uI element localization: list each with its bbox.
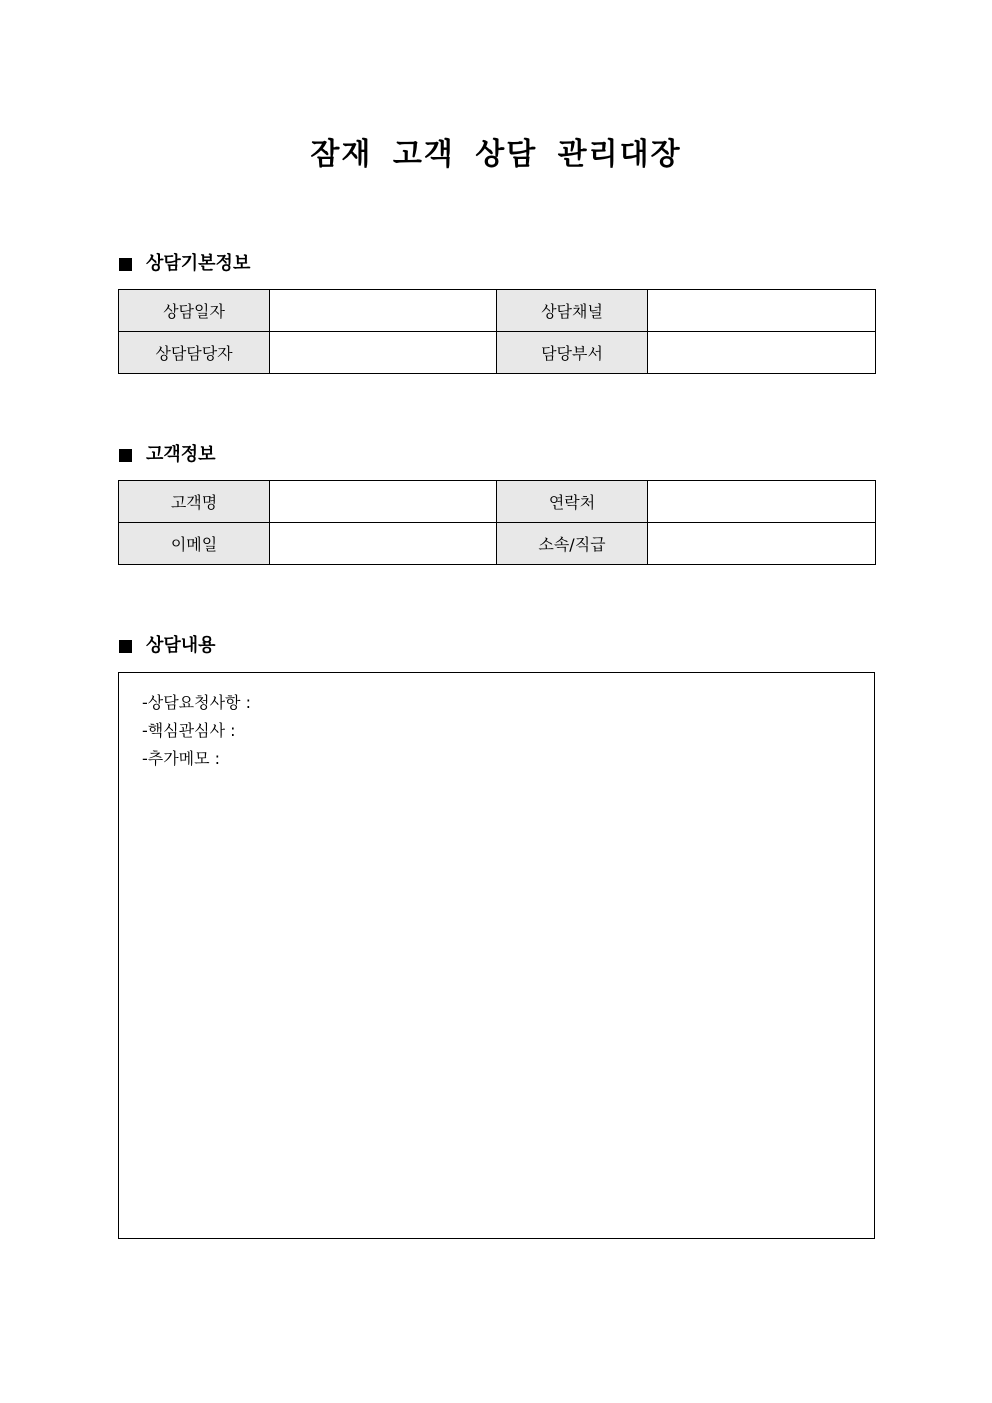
square-bullet-icon xyxy=(119,449,132,462)
label-cell-contact: 연락처 xyxy=(497,481,648,523)
customer-name-field[interactable] xyxy=(270,481,497,523)
table-row xyxy=(119,332,876,374)
label-cell-email: 이메일 xyxy=(119,523,270,565)
section-heading-label: 고객정보 xyxy=(146,444,216,465)
section-heading-customer xyxy=(119,443,216,467)
label-cell-consult-channel: 상담채널 xyxy=(497,290,648,332)
table-row xyxy=(119,481,876,523)
square-bullet-icon xyxy=(119,640,132,653)
consultant-field[interactable] xyxy=(270,332,497,374)
label-cell-affiliation: 소속/직급 xyxy=(497,523,648,565)
basic-info-table xyxy=(118,289,876,374)
affiliation-field[interactable] xyxy=(648,523,876,565)
section-heading-label: 상담내용 xyxy=(146,635,216,656)
table-row xyxy=(119,290,876,332)
email-field[interactable] xyxy=(270,523,497,565)
content-line-request: -상담요청사항 : xyxy=(142,693,251,712)
label-cell-department: 담당부서 xyxy=(497,332,648,374)
customer-info-table xyxy=(118,480,876,565)
content-lines xyxy=(142,689,874,773)
section-heading-basic xyxy=(119,252,250,276)
department-field[interactable] xyxy=(648,332,876,374)
content-line-interest: -핵심관심사 : xyxy=(142,721,236,740)
label-cell-customer-name: 고객명 xyxy=(119,481,270,523)
table-row xyxy=(119,523,876,565)
square-bullet-icon xyxy=(119,258,132,271)
consult-date-field[interactable] xyxy=(270,290,497,332)
section-heading-content xyxy=(119,634,216,658)
label-cell-consult-date: 상담일자 xyxy=(119,290,270,332)
consult-content-box[interactable] xyxy=(118,672,875,1239)
page-title: 잠재 고객 상담 관리대장 xyxy=(310,137,682,172)
consult-channel-field[interactable] xyxy=(648,290,876,332)
label-cell-consultant: 상담담당자 xyxy=(119,332,270,374)
content-line-memo: -추가메모 : xyxy=(142,749,221,768)
section-heading-label: 상담기본정보 xyxy=(146,253,251,274)
contact-field[interactable] xyxy=(648,481,876,523)
